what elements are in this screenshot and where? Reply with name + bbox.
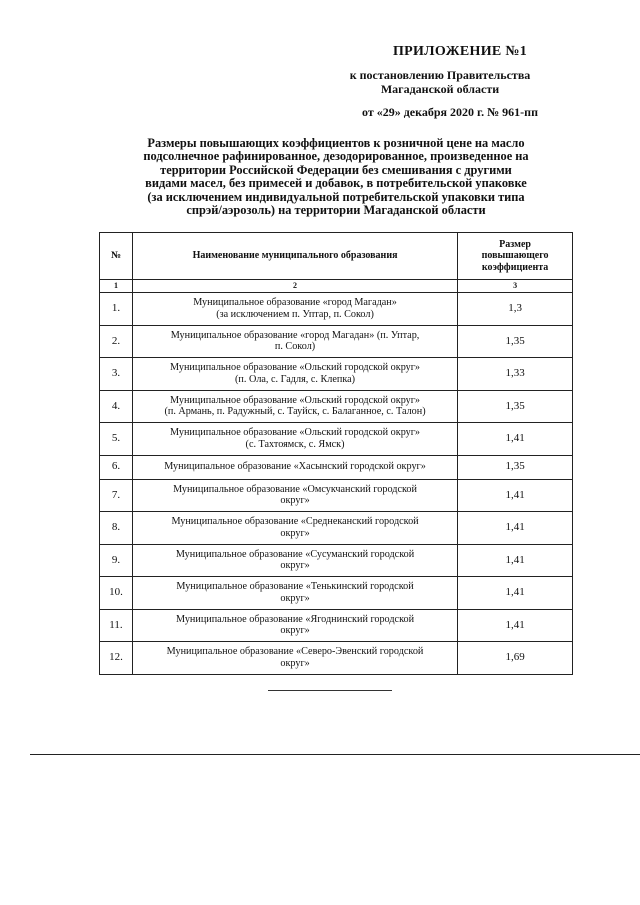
row-number: 7. bbox=[100, 479, 133, 512]
row-number: 8. bbox=[100, 512, 133, 545]
row-number: 9. bbox=[100, 544, 133, 577]
table-row bbox=[100, 512, 573, 545]
row-number: 6. bbox=[100, 455, 133, 479]
coefficient-value: 1,41 bbox=[458, 423, 573, 456]
coefficient-value: 1,35 bbox=[458, 325, 573, 358]
row-number: 3. bbox=[100, 358, 133, 391]
row-number: 11. bbox=[100, 609, 133, 642]
annex-block bbox=[320, 44, 560, 120]
table-index-row bbox=[100, 280, 573, 293]
header-value bbox=[458, 233, 573, 280]
municipality-name-line: (п. Армань, п. Радужный, с. Тауйск, с. Балаганное, с. Талон) bbox=[164, 406, 426, 418]
index-cell: 1 bbox=[100, 280, 133, 293]
row-number: 12. bbox=[100, 642, 133, 675]
coefficient-value: 1,41 bbox=[458, 609, 573, 642]
municipality-name-line: Муниципальное образование «Ольский городской округ» bbox=[170, 394, 421, 406]
municipality-name-line: Муниципальное образование «Ягоднинский городской bbox=[176, 613, 415, 625]
table-body bbox=[100, 293, 573, 675]
heading-line: видами масел, без примесей и добавок, в потребительской упаковке bbox=[145, 176, 527, 191]
coefficient-value: 1,41 bbox=[458, 544, 573, 577]
heading-line: территории Российской Федерации без смешивания с другими bbox=[160, 162, 512, 177]
coefficient-value: 1,33 bbox=[458, 358, 573, 391]
municipality-name-line: Муниципальное образование «Омсукчанский городской bbox=[173, 483, 417, 495]
index-cell: 3 bbox=[458, 280, 573, 293]
table-row bbox=[100, 358, 573, 391]
municipality-name-line: округ» bbox=[280, 657, 310, 669]
municipality-name bbox=[132, 358, 457, 391]
table-row bbox=[100, 577, 573, 610]
coefficient-value: 1,3 bbox=[458, 293, 573, 326]
municipality-name-line: (п. Ола, с. Гадля, с. Клепка) bbox=[235, 373, 356, 385]
coefficient-value: 1,41 bbox=[458, 577, 573, 610]
municipality-name bbox=[132, 423, 457, 456]
municipality-name-line: Муниципальное образование «Тенькинский городской bbox=[176, 581, 414, 593]
heading-line: Размеры повышающих коэффициентов к розничной цене на масло bbox=[147, 136, 525, 150]
municipality-name-line: округ» bbox=[280, 592, 310, 604]
header-value-line: Размер bbox=[499, 238, 531, 250]
coefficient-value: 1,41 bbox=[458, 512, 573, 545]
municipality-name-line: округ» bbox=[280, 527, 310, 539]
municipality-name-line: округ» bbox=[280, 625, 310, 637]
municipality-name bbox=[132, 479, 457, 512]
annex-title: ПРИЛОЖЕНИЕ №1 bbox=[392, 44, 528, 59]
coefficient-value: 1,35 bbox=[458, 390, 573, 423]
table-row bbox=[100, 455, 573, 479]
header-num: № bbox=[100, 233, 133, 280]
table-row bbox=[100, 390, 573, 423]
coefficient-value: 1,35 bbox=[458, 455, 573, 479]
municipality-name bbox=[132, 390, 457, 423]
annex-date: от «29» декабря 2020 г. № 961-пп bbox=[361, 105, 538, 119]
header-name: Наименование муниципального образования bbox=[132, 233, 457, 280]
municipality-name-line: округ» bbox=[280, 560, 310, 572]
municipality-name bbox=[132, 609, 457, 642]
table-row bbox=[100, 293, 573, 326]
coefficients-table bbox=[99, 232, 573, 675]
heading-line: подсолнечное рафинированное, дезодорированное, произведенное на bbox=[143, 149, 529, 164]
table-row bbox=[100, 479, 573, 512]
header-value-line: коэффициента bbox=[481, 261, 549, 273]
municipality-name-line: Муниципальное образование «Ольский городской округ» bbox=[170, 427, 421, 439]
row-number: 2. bbox=[100, 325, 133, 358]
annex-line-1: к постановлению Правительства bbox=[349, 68, 531, 82]
row-number: 4. bbox=[100, 390, 133, 423]
municipality-name bbox=[132, 325, 457, 358]
annex-line-2: Магаданской области bbox=[380, 82, 500, 96]
table-row bbox=[100, 423, 573, 456]
coefficient-value: 1,41 bbox=[458, 479, 573, 512]
row-number: 1. bbox=[100, 293, 133, 326]
heading-line: (за исключением индивидуальной потребительской упаковки типа bbox=[147, 189, 525, 204]
document-heading bbox=[100, 137, 572, 217]
municipality-name-line: (с. Тахтоямск, с. Ямск) bbox=[245, 438, 345, 450]
municipality-name bbox=[132, 544, 457, 577]
coefficient-value: 1,69 bbox=[458, 642, 573, 675]
municipality-name-line: (за исключением п. Уптар, п. Сокол) bbox=[216, 308, 374, 320]
municipality-name-line: Муниципальное образование «Ольский городской округ» bbox=[170, 362, 421, 374]
row-number: 5. bbox=[100, 423, 133, 456]
heading-line: спрэй/аэрозоль) на территории Магаданской области bbox=[186, 203, 486, 218]
page-divider bbox=[30, 754, 640, 755]
row-number: 10. bbox=[100, 577, 133, 610]
table-header-row bbox=[100, 233, 573, 280]
municipality-name bbox=[132, 455, 457, 479]
municipality-name bbox=[132, 642, 457, 675]
municipality-name bbox=[132, 577, 457, 610]
municipality-name bbox=[132, 293, 457, 326]
table-row bbox=[100, 642, 573, 675]
municipality-name bbox=[132, 512, 457, 545]
municipality-name-line: Муниципальное образование «город Магадан» (п. Уптар, bbox=[170, 329, 420, 341]
municipality-name-line: Муниципальное образование «город Магадан» bbox=[193, 297, 397, 309]
table-row bbox=[100, 325, 573, 358]
table-row bbox=[100, 609, 573, 642]
table-row bbox=[100, 544, 573, 577]
municipality-name-line: Муниципальное образование «Сусуманский городской bbox=[175, 548, 415, 560]
municipality-name-line: округ» bbox=[280, 495, 310, 507]
closing-rule bbox=[268, 690, 392, 691]
municipality-name-line: Муниципальное образование «Северо-Эвенский городской bbox=[166, 646, 424, 658]
municipality-name-line: Муниципальное образование «Хасынский городской округ» bbox=[164, 461, 426, 473]
municipality-name-line: Муниципальное образование «Среднеканский городской bbox=[171, 516, 419, 528]
header-value-line: повышающего bbox=[481, 250, 549, 262]
index-cell: 2 bbox=[132, 280, 457, 293]
municipality-name-line: п. Сокол) bbox=[274, 341, 316, 353]
